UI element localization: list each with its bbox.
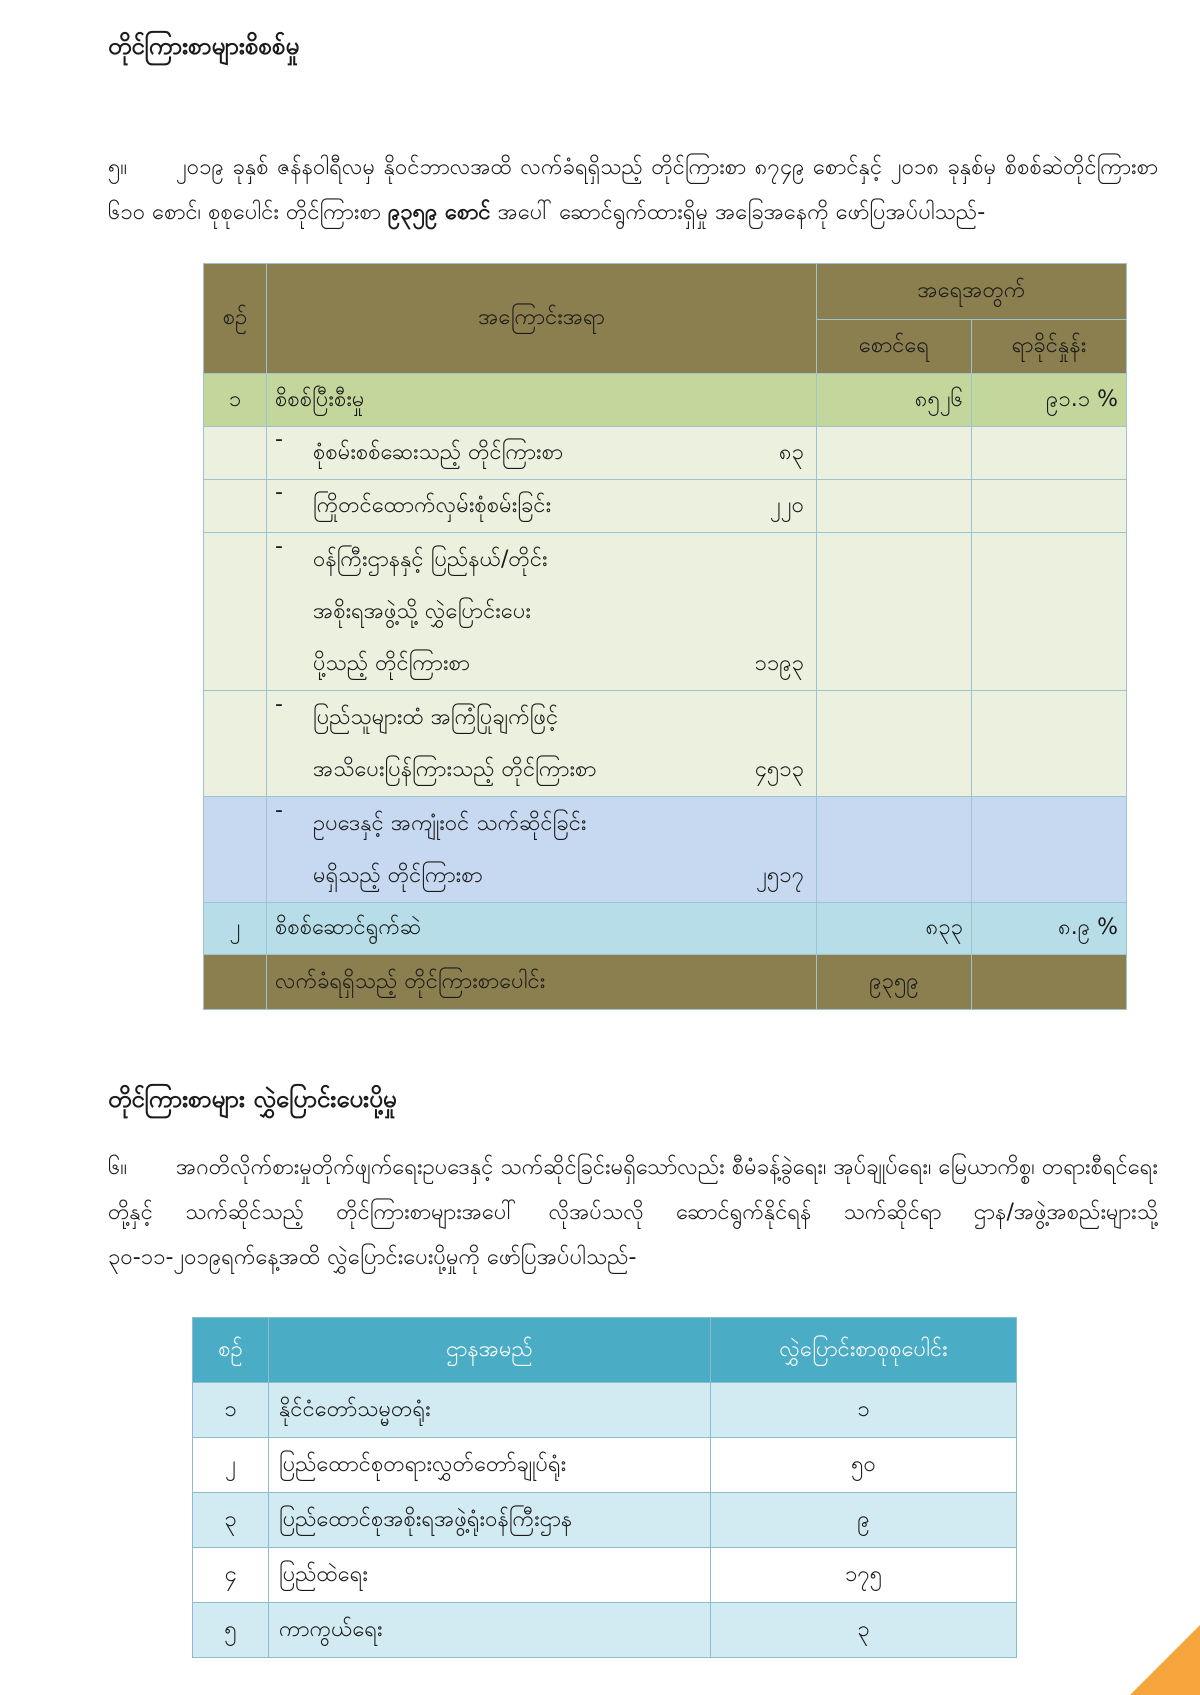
row-count: ၉ — [711, 1493, 1017, 1548]
header-no: စဉ် — [193, 1318, 269, 1383]
row-count: ၈၃၃ — [817, 903, 972, 955]
corner-accent-decoration — [1130, 1625, 1200, 1695]
complaint-status-table — [203, 263, 1127, 1010]
subrow-value: ၁၁၉၃ — [754, 650, 804, 676]
table-subrow — [204, 691, 1127, 797]
total-count: ၉၃၅၉ — [817, 955, 972, 1010]
table-row — [193, 1548, 1017, 1603]
para-number: ၅။ — [108, 155, 128, 180]
bullet-dash: - — [275, 427, 283, 452]
subrow-label: ကြိုတင်ထောက်လှမ်းစုံစမ်းခြင်း — [313, 493, 552, 518]
table-row-ongoing — [204, 903, 1127, 955]
subrow-value: ၄၅၁၃ — [754, 756, 804, 782]
subrow-value: ၂၅၁၇ — [756, 862, 804, 888]
bullet-dash: - — [275, 480, 283, 505]
header-count: စောင်ရေ — [817, 320, 972, 374]
row-no: ၁ — [193, 1383, 269, 1438]
section2-heading: တိုင်ကြားစာများ လွှဲပြောင်းပေးပို့မှု — [108, 1085, 397, 1113]
row-no: ၃ — [193, 1493, 269, 1548]
row-dept: ပြည်ထောင်စုတရားလွှတ်တော်ချုပ်ရုံး — [269, 1438, 711, 1493]
subrow-label-line: ဝန်ကြီးဌာနနှင့် ပြည်နယ်/တိုင်း — [313, 546, 548, 572]
subrow-label-line: အစိုးရအဖွဲ့သို့ လွှဲပြောင်းပေး — [313, 598, 531, 624]
header-percent: ရာခိုင်နှုန်း — [972, 320, 1127, 374]
row-no: ၄ — [193, 1548, 269, 1603]
row-subject: စိစစ်ဆောင်ရွက်ဆဲ — [267, 903, 817, 955]
row-dept: ပြည်ထဲရေး — [269, 1548, 711, 1603]
row-count: ၈၅၂၆ — [817, 374, 972, 427]
para-text: ၂၀၁၉ ခုနှစ် ဇန်နဝါရီလမှ နိုဝင်ဘာလအထိ လက်ခံရရှိသည့် တိုင်ကြားစာ ၈၇၄၉ စောင်နှင့် ၂၀၁၈ ခုနှစ်မှ စိစစ်ဆဲတိုင်ကြားစာ ၆၁၀ စောင်၊ စုစုပေါင်း တိုင်ကြားစာ — [108, 155, 1158, 225]
subrow-label-line: အသိပေးပြန်ကြားသည့် တိုင်ကြားစာ — [313, 756, 597, 782]
row-no: ၁ — [204, 374, 267, 427]
header-count: လွှဲပြောင်းစာစုစုပေါင်း — [711, 1318, 1017, 1383]
row-no: ၂ — [193, 1438, 269, 1493]
header-subject: အကြောင်းအရာ — [267, 264, 817, 374]
table-row-total — [204, 955, 1127, 1010]
para-text: အဂတိလိုက်စားမှုတိုက်ဖျက်ရေးဥပဒေနှင့် သက်ဆိုင်ခြင်းမရှိသော်လည်း စီမံခန့်ခွဲရေး၊ အုပ်ချုပ်ရေး၊ မြေယာကိစ္စ၊ တရားစီရင်ရေးတို့နှင့် သက်ဆိုင်သည့် တိုင်ကြားစာများအပေါ် လိုအပ်သလို ဆောင်ရွက်နိုင်ရန် သက်ဆိုင်ရာ ဌာန/အဖွဲ့အစည်းများသို့ ၃၀-၁၁-၂၀၁၉ရက်နေ့အထိ လွှဲပြောင်းပေးပို့မှုကို ဖော်ပြအပ်ပါသည်- — [108, 1155, 1158, 1270]
para-number: ၆။ — [108, 1155, 128, 1180]
row-no: ၅ — [193, 1603, 269, 1658]
para-text-end: အပေါ် ဆောင်ရွက်ထားရှိမှု အခြေအနေကို ဖော်ပြအပ်ပါသည်- — [490, 200, 986, 225]
transfer-table — [192, 1317, 1017, 1658]
bullet-dash: - — [275, 797, 283, 823]
row-percent: ၈.၉ % — [972, 903, 1127, 955]
table-row — [193, 1493, 1017, 1548]
row-count: ၃ — [711, 1603, 1017, 1658]
table-row-completed — [204, 374, 1127, 427]
bullet-dash: - — [275, 691, 283, 717]
row-count: ၁ — [711, 1383, 1017, 1438]
subrow-label-line: မရှိသည့် တိုင်ကြားစာ — [313, 862, 483, 888]
subrow-label-line: ဥပဒေနှင့် အကျုံးဝင် သက်ဆိုင်ခြင်း — [313, 810, 587, 836]
section1-heading: တိုင်ကြားစာများစိစစ်မှု — [108, 32, 300, 60]
row-no: ၂ — [204, 903, 267, 955]
para-bold-total: ၉၃၅၉ စောင် — [387, 200, 491, 225]
table-subrow — [204, 797, 1127, 903]
subrow-label-line: ပြည်သူများထံ အကြံပြုချက်ဖြင့် — [313, 704, 559, 730]
total-label: လက်ခံရရှိသည့် တိုင်ကြားစာပေါင်း — [267, 955, 817, 1010]
bullet-dash: - — [275, 533, 283, 559]
subrow-label: စုံစမ်းစစ်ဆေးသည့် တိုင်ကြားစာ — [313, 440, 564, 465]
subrow-value: ၈၃ — [779, 440, 804, 465]
row-dept: ကာကွယ်ရေး — [269, 1603, 711, 1658]
header-count-group: အရေအတွက် — [817, 264, 1127, 320]
row-count: ၁၇၅ — [711, 1548, 1017, 1603]
table-row — [193, 1438, 1017, 1493]
subrow-value: ၂၂၀ — [770, 493, 804, 518]
row-dept: ပြည်ထောင်စုအစိုးရအဖွဲ့ရုံးဝန်ကြီးဌာန — [269, 1493, 711, 1548]
header-no: စဉ် — [204, 264, 267, 374]
table-subrow — [204, 427, 1127, 480]
row-dept: နိုင်ငံတော်သမ္မတရုံး — [269, 1383, 711, 1438]
section1-paragraph — [108, 145, 1158, 235]
row-subject: စိစစ်ပြီးစီးမှု — [267, 374, 817, 427]
header-dept: ဌာနအမည် — [269, 1318, 711, 1383]
row-count: ၅၀ — [711, 1438, 1017, 1493]
table-row — [193, 1603, 1017, 1658]
subrow-label-line: ပို့သည့် တိုင်ကြားစာ — [313, 650, 470, 676]
section2-paragraph — [108, 1145, 1158, 1280]
table-row — [193, 1383, 1017, 1438]
table-subrow — [204, 533, 1127, 691]
table-subrow — [204, 480, 1127, 533]
row-percent: ၉၁.၁ % — [972, 374, 1127, 427]
